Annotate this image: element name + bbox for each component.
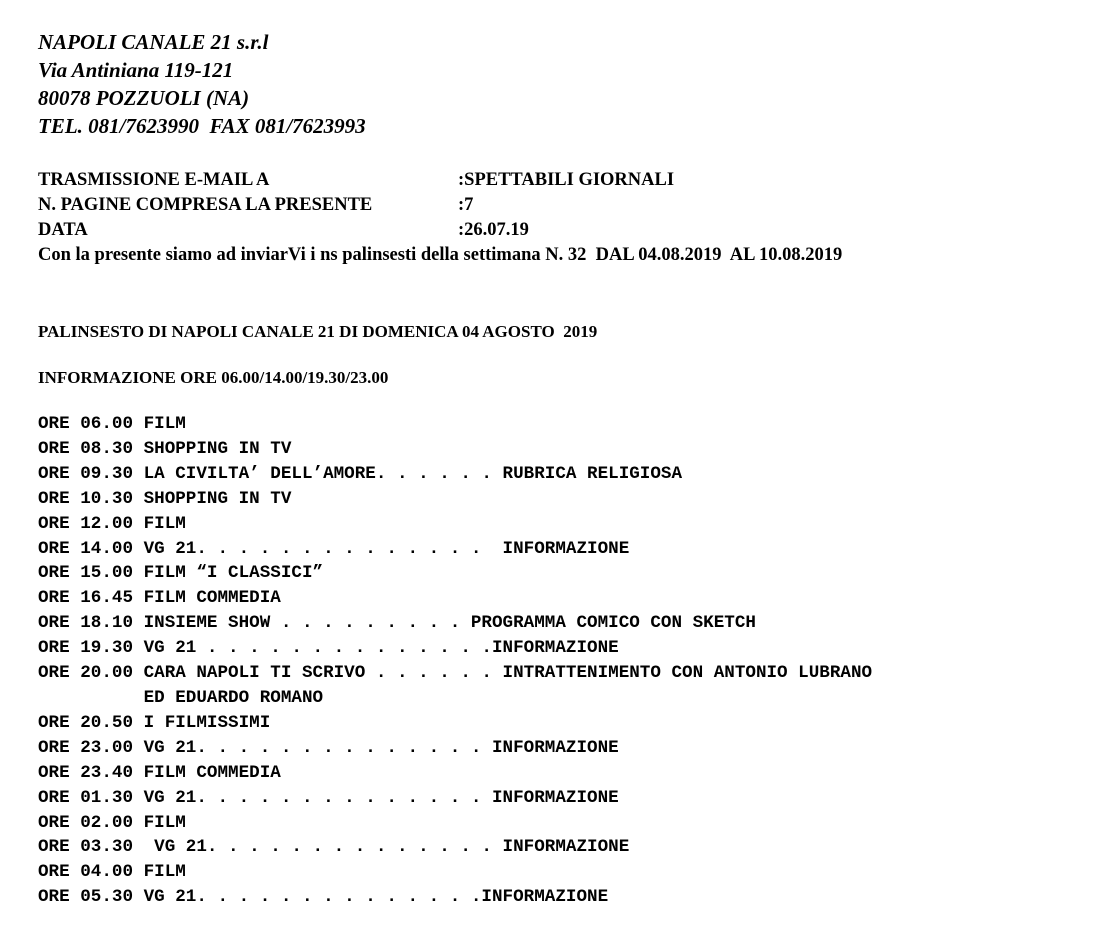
meta-row-pages — [38, 193, 1088, 218]
schedule-row: ORE 23.00 VG 21. . . . . . . . . . . . . . INFORMAZIONE — [38, 737, 619, 758]
schedule-list — [38, 412, 1088, 910]
intro-text: Con la presente siamo ad inviarVi i ns palinsesti della settimana N. 32 DAL 04.08.2019 AL 10.08.2019 — [38, 245, 843, 265]
schedule-row: ORE 08.30 SHOPPING IN TV — [38, 438, 292, 459]
schedule-row: ORE 18.10 INSIEME SHOW . . . . . . . . . PROGRAMMA COMICO CON SKETCH — [38, 613, 756, 634]
sender-contacts: TEL. 081/7623990 FAX 081/7623993 — [38, 114, 366, 138]
schedule-row: ORE 20.50 I FILMISSIMI — [38, 712, 271, 733]
sender-name: NAPOLI CANALE 21 s.r.l — [38, 30, 269, 54]
meta-label: DATA — [38, 220, 88, 240]
schedule-row: ORE 09.30 LA CIVILTA’ DELL’AMORE. . . . . . RUBRICA RELIGIOSA — [38, 463, 683, 484]
schedule-row: ORE 06.00 FILM — [38, 414, 186, 434]
meta-value: :26.07.19 — [458, 220, 529, 240]
schedule-row: ORE 05.30 VG 21. . . . . . . . . . . . . .INFORMAZIONE — [38, 887, 609, 908]
schedule-row: ORE 23.40 FILM COMMEDIA — [38, 762, 281, 783]
meta-row-date — [38, 218, 1088, 243]
schedule-title: PALINSESTO DI NAPOLI CANALE 21 DI DOMENICA 04 AGOSTO 2019 — [38, 322, 598, 341]
news-times-line: INFORMAZIONE ORE 06.00/14.00/19.30/23.00 — [38, 368, 389, 387]
fax-document — [38, 28, 1088, 910]
schedule-row: ORE 15.00 FILM “I CLASSICI” — [38, 563, 324, 584]
schedule-row: ORE 04.00 FILM — [38, 862, 186, 883]
sender-block — [38, 28, 1088, 140]
schedule-row: ORE 16.45 FILM COMMEDIA — [38, 588, 281, 609]
schedule-row: ED EDUARDO ROMANO — [38, 687, 324, 708]
schedule-row: ORE 14.00 VG 21. . . . . . . . . . . . . . INFORMAZIONE — [38, 538, 630, 559]
schedule-row: ORE 03.30 VG 21. . . . . . . . . . . . . . INFORMAZIONE — [38, 837, 630, 858]
schedule-row: ORE 19.30 VG 21 . . . . . . . . . . . . . .INFORMAZIONE — [38, 638, 619, 659]
meta-value: :7 — [458, 195, 474, 215]
schedule-row: ORE 12.00 FILM — [38, 513, 186, 534]
sender-address: Via Antiniana 119-121 — [38, 58, 234, 82]
meta-value: :SPETTABILI GIORNALI — [458, 170, 675, 190]
meta-row-recipient — [38, 168, 1088, 193]
schedule-row: ORE 02.00 FILM — [38, 812, 186, 833]
meta-label: TRASMISSIONE E-MAIL A — [38, 170, 270, 190]
sender-city: 80078 POZZUOLI (NA) — [38, 86, 250, 110]
schedule-row: ORE 20.00 CARA NAPOLI TI SCRIVO . . . . . . INTRATTENIMENTO CON ANTONIO LUBRANO — [38, 663, 873, 684]
schedule-row: ORE 10.30 SHOPPING IN TV — [38, 488, 292, 509]
schedule-row: ORE 01.30 VG 21. . . . . . . . . . . . . . INFORMAZIONE — [38, 787, 619, 808]
meta-label: N. PAGINE COMPRESA LA PRESENTE — [38, 195, 373, 215]
transmission-info — [38, 168, 1088, 268]
